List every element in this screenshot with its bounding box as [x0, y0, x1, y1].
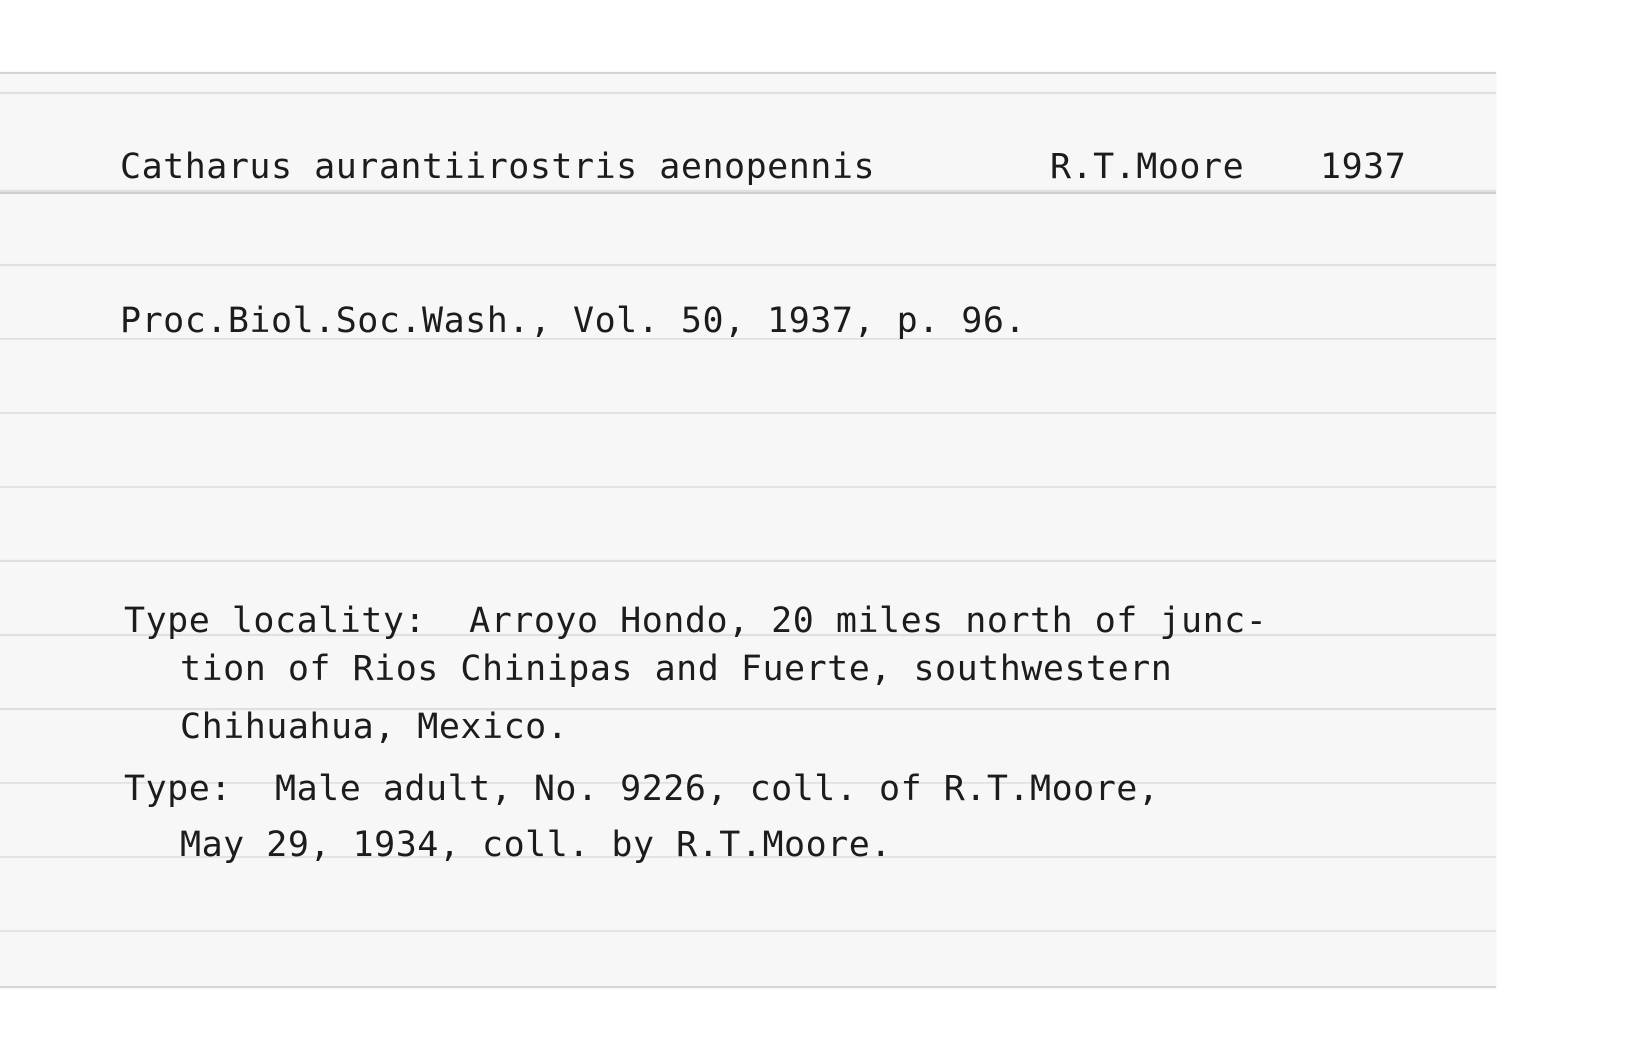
- type-specimen-line-2: May 29, 1934, coll. by R.T.Moore.: [180, 825, 892, 865]
- type-locality-line-3: Chihuahua, Mexico.: [180, 707, 569, 747]
- type-specimen-line-1: Type: Male adult, No. 9226, coll. of R.T.Moore,: [124, 769, 1160, 809]
- species-name: Catharus aurantiirostris aenopennis: [120, 147, 876, 187]
- type-locality-line-2: tion of Rios Chinipas and Fuerte, southwestern: [180, 649, 1173, 689]
- species-author: R.T.Moore: [1050, 147, 1245, 187]
- publication-citation: Proc.Biol.Soc.Wash., Vol. 50, 1937, p. 96.: [120, 301, 1027, 341]
- header-rule: [0, 192, 1496, 194]
- catalog-card: [0, 72, 1496, 988]
- type-locality-line-1: Type locality: Arroyo Hondo, 20 miles north of junc-: [124, 601, 1268, 641]
- species-year: 1937: [1320, 147, 1407, 187]
